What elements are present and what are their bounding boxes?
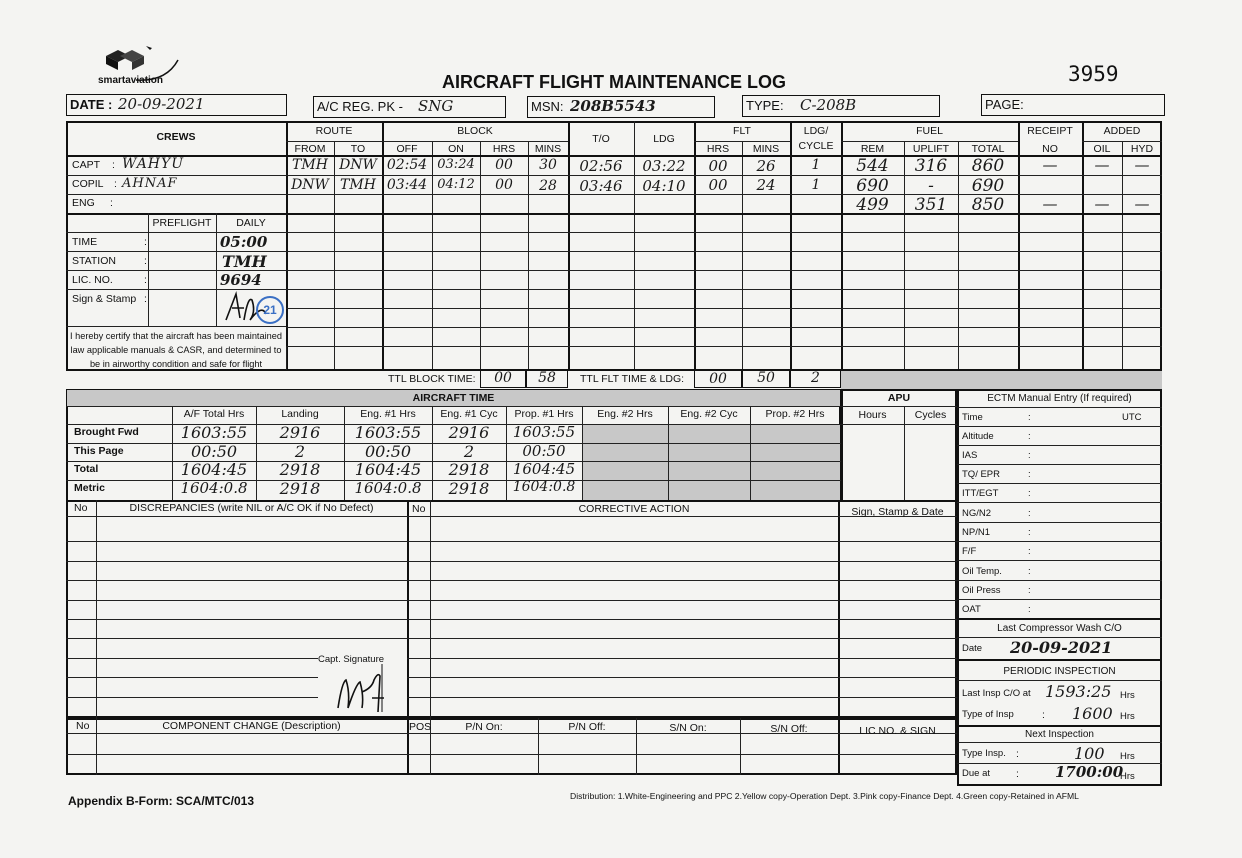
corr-no: No xyxy=(412,503,426,515)
flight-3-total: 850 xyxy=(971,195,1005,215)
type-insp-sep: : xyxy=(1042,709,1045,721)
flight-1-flt-mins: 26 xyxy=(756,157,776,175)
eng-name: : xyxy=(110,197,113,209)
flight-2-ldg: 04:10 xyxy=(642,177,686,195)
divider xyxy=(286,232,1162,233)
divider xyxy=(957,541,1162,542)
col-fuel: FUEL xyxy=(916,125,943,137)
ectm-label: NG/N2 xyxy=(962,508,992,519)
divider xyxy=(66,697,318,698)
at-col-eng1-hrs: Eng. #1 Hrs xyxy=(360,408,416,420)
col-hyd: HYD xyxy=(1130,143,1154,155)
daily-label: DAILY xyxy=(236,217,266,229)
flight-1-to: DNW xyxy=(339,157,377,173)
reg-label: A/C REG. PK - xyxy=(317,99,403,114)
divider xyxy=(66,600,957,601)
divider xyxy=(957,522,1162,523)
col-receipt-no: NO xyxy=(1042,143,1058,155)
flight-2-to: TMH xyxy=(340,177,376,193)
eng-label: ENG xyxy=(72,197,95,209)
flight-3-hyd: — xyxy=(1134,195,1150,213)
ectm-sep: : xyxy=(1028,488,1031,499)
shade xyxy=(582,424,840,501)
flight-1-flt-hrs: 00 xyxy=(708,157,728,175)
ectm-row xyxy=(962,604,1031,615)
divider xyxy=(1082,141,1162,142)
lic-label: LIC. NO. xyxy=(72,274,113,286)
divider xyxy=(66,677,318,678)
compressor-title: Last Compressor Wash C/O xyxy=(997,623,1122,634)
last-insp-label: Last Insp C/O at xyxy=(962,688,1031,699)
divider xyxy=(957,742,1162,743)
at-cell: 00:50 xyxy=(522,442,566,460)
apu-hours: Hours xyxy=(858,409,887,421)
ectm-label: Oil Temp. xyxy=(962,566,1002,577)
at-col-eng2-cyc: Eng. #2 Cyc xyxy=(680,408,738,420)
flight-2-mins: 28 xyxy=(539,178,557,194)
col-flt: FLT xyxy=(733,125,751,137)
divider xyxy=(407,500,409,718)
divider xyxy=(407,677,957,678)
capt-signature-label: Capt. Signature xyxy=(318,654,385,665)
comp-sn-on: S/N On: xyxy=(669,722,707,734)
station-sep: : xyxy=(144,255,147,267)
flight-1-receipt: — xyxy=(1042,156,1058,174)
col-ldg-cycle: LDG/ CYCLE xyxy=(798,125,834,152)
divider xyxy=(957,426,1162,427)
page-label: PAGE: xyxy=(985,97,1024,112)
divider xyxy=(957,502,1162,503)
preflight-label: PREFLIGHT xyxy=(152,217,212,229)
col-oil: OIL xyxy=(1093,143,1111,155)
next-type-unit: Hrs xyxy=(1120,751,1135,762)
ectm-sep: : xyxy=(1028,431,1031,442)
flight-2-on: 04:12 xyxy=(437,177,475,192)
at-cell: 1603:55 xyxy=(354,423,422,442)
type-label: TYPE: xyxy=(746,98,784,113)
at-cell: 2 xyxy=(463,442,475,461)
flight-2-flt-mins: 24 xyxy=(756,176,776,194)
discrepancy-table xyxy=(66,500,957,718)
at-cell: 1604:45 xyxy=(512,460,576,478)
due-unit: Hrs xyxy=(1120,771,1135,782)
ectm-sep: : xyxy=(1028,566,1031,577)
apu-title: APU xyxy=(887,392,911,404)
ectm-label: F/F xyxy=(962,546,977,557)
divider xyxy=(66,638,957,639)
flight-3-oil: — xyxy=(1094,195,1110,213)
sign-stamp-date: Sign, Stamp & Date xyxy=(851,506,944,518)
flight-1-cycle: 1 xyxy=(811,157,821,173)
at-col-af: A/F Total Hrs xyxy=(183,408,245,420)
col-rem: REM xyxy=(860,143,885,155)
col-mins: MINS xyxy=(534,143,562,155)
ectm-sep: : xyxy=(1028,604,1031,615)
flight-1-hyd: — xyxy=(1134,156,1150,174)
ectm-label: TQ/ EPR xyxy=(962,469,1001,480)
divider xyxy=(957,445,1162,446)
divider xyxy=(286,308,1162,309)
col-total: TOTAL xyxy=(971,143,1005,155)
aircraft-time-title: AIRCRAFT TIME xyxy=(412,392,495,404)
certify-text: I hereby certify that the aircraft has been maintained law applicable manuals & CASR, and determined to be in airworthy condition and safe for flight xyxy=(70,331,282,369)
divider xyxy=(582,406,583,502)
ectm-unit: UTC xyxy=(1122,412,1142,423)
at-cell: 1604:0.8 xyxy=(512,479,576,495)
copil-sep: : xyxy=(114,178,117,190)
divider xyxy=(957,725,1162,727)
divider xyxy=(668,406,669,502)
col-hrs: HRS xyxy=(492,143,516,155)
msn-value: 208B5543 xyxy=(570,97,656,115)
divider xyxy=(957,464,1162,465)
ectm-row xyxy=(962,546,1031,557)
divider xyxy=(286,289,1162,290)
ectm-title: ECTM Manual Entry (If required) xyxy=(987,393,1132,404)
ectm-row xyxy=(962,450,1031,461)
col-to: TO xyxy=(350,143,366,155)
at-cell: 1603:55 xyxy=(512,423,576,441)
divider xyxy=(841,406,957,407)
divider xyxy=(407,658,957,659)
ttl-block-hrs: 00 xyxy=(494,370,512,386)
ttl-flt-mins: 50 xyxy=(757,370,775,386)
divider xyxy=(430,500,431,718)
capt-label: CAPT xyxy=(72,159,101,171)
divider xyxy=(694,141,790,142)
ectm-sep: : xyxy=(1028,546,1031,557)
col-flt-mins: MINS xyxy=(752,143,780,155)
ectm-row xyxy=(962,412,1142,423)
ectm-label: NP/N1 xyxy=(962,527,990,538)
divider xyxy=(957,659,1162,661)
divider xyxy=(66,561,957,562)
ectm-sep: : xyxy=(1028,450,1031,461)
form-number: Appendix B-Form: SCA/MTC/013 xyxy=(68,794,255,808)
at-cell: 1604:0.8 xyxy=(180,479,248,497)
at-cell: 2918 xyxy=(279,479,321,498)
flight-3-rem: 499 xyxy=(856,195,889,215)
flight-1-from: TMH xyxy=(292,157,328,173)
time-label: TIME xyxy=(72,236,98,248)
due-value: 1700:00 xyxy=(1055,763,1124,781)
at-cell: 2916 xyxy=(279,423,321,442)
type-value: C-208B xyxy=(800,96,857,114)
apu-cycles: Cycles xyxy=(914,409,947,421)
ectm-label: IAS xyxy=(962,450,978,461)
distribution-note: Distribution: 1.White-Engineering and PPC 2.Yellow copy-Operation Dept. 3.Pink copy-Finance Dept. 4.Green copy-Retained in AFML xyxy=(570,791,1079,801)
flight-2-total: 690 xyxy=(971,176,1005,196)
flight-1-hrs: 00 xyxy=(495,157,513,173)
flight-1-uplift: 316 xyxy=(914,156,948,176)
last-insp-unit: Hrs xyxy=(1120,690,1135,701)
at-cell: 2916 xyxy=(448,423,490,442)
divider xyxy=(841,141,1018,142)
flight-1-oil: — xyxy=(1094,156,1110,174)
ectm-row xyxy=(962,527,1031,538)
at-cell: 2918 xyxy=(448,479,490,498)
col-route: ROUTE xyxy=(315,125,353,137)
serial-number: 3959 xyxy=(1068,62,1119,86)
flight-2-flt-hrs: 00 xyxy=(708,176,728,194)
msn-label: MSN: xyxy=(531,99,564,114)
divider xyxy=(838,500,840,718)
type-insp-value: 1600 xyxy=(1072,704,1113,723)
at-cell: 00:50 xyxy=(364,442,412,461)
ectm-label: OAT xyxy=(962,604,981,615)
capt-signature xyxy=(332,662,388,723)
col-from: FROM xyxy=(294,143,326,155)
time-sep: : xyxy=(144,236,147,248)
at-row-label: Metric xyxy=(74,482,105,494)
sign-label: Sign & Stamp xyxy=(72,293,137,305)
divider xyxy=(66,619,957,620)
divider xyxy=(957,580,1162,581)
flight-1-total: 860 xyxy=(971,156,1005,176)
at-col-landing: Landing xyxy=(281,408,319,420)
divider xyxy=(841,424,957,425)
comp-pn-off: P/N Off: xyxy=(568,721,606,733)
capt-name: WAHYU xyxy=(122,156,185,172)
type-insp-label: Type of Insp xyxy=(962,709,1014,720)
col-crews: CREWS xyxy=(156,131,196,143)
flight-2-uplift: - xyxy=(928,176,934,196)
ttl-flt-hrs: 00 xyxy=(709,371,727,387)
divider xyxy=(96,500,97,718)
periodic-title: PERIODIC INSPECTION xyxy=(1003,666,1116,677)
col-flt-hrs: HRS xyxy=(706,143,730,155)
type-insp-unit: Hrs xyxy=(1120,711,1135,722)
flight-2-cycle: 1 xyxy=(811,177,821,193)
time-value: 05:00 xyxy=(220,233,268,251)
flight-1-rem: 544 xyxy=(856,156,889,176)
col-block: BLOCK xyxy=(457,125,493,137)
at-row-label: Total xyxy=(74,463,99,475)
at-col-eng2-hrs: Eng. #2 Hrs xyxy=(597,408,653,420)
flight-1-on: 03:24 xyxy=(437,157,475,172)
due-sep: : xyxy=(1016,768,1019,780)
compressor-date-value: 20-09-2021 xyxy=(1010,638,1113,657)
comp-pn-on: P/N On: xyxy=(465,721,503,733)
next-type-sep: : xyxy=(1016,748,1019,760)
col-uplift: UPLIFT xyxy=(912,143,950,155)
comp-desc: COMPONENT CHANGE (Description) xyxy=(162,720,341,732)
ttl-flt-label: TTL FLT TIME & LDG: xyxy=(580,373,685,385)
divider xyxy=(66,658,318,659)
copil-name: AHNAF xyxy=(122,176,178,191)
disc-no: No xyxy=(74,502,88,514)
divider xyxy=(286,251,1162,252)
flight-3-uplift: 351 xyxy=(914,195,948,215)
divider xyxy=(407,697,957,698)
capt-sep: : xyxy=(112,159,115,171)
copil-label: COPIL xyxy=(72,178,104,190)
station-label: STATION xyxy=(72,255,116,267)
lic-value: 9694 xyxy=(220,271,262,289)
at-cell: 2918 xyxy=(448,460,490,479)
at-cell: 1604:0.8 xyxy=(354,479,422,497)
lic-sep: : xyxy=(144,274,147,286)
divider xyxy=(66,580,957,581)
divider xyxy=(286,327,1162,328)
flight-1-mins: 30 xyxy=(539,157,557,173)
next-type-label: Type Insp. xyxy=(962,748,1006,759)
inspector-stamp xyxy=(256,296,284,324)
flight-2-off: 03:44 xyxy=(386,177,428,193)
ectm-sep: : xyxy=(1028,412,1031,423)
at-col-prop1-hrs: Prop. #1 Hrs xyxy=(514,408,574,420)
next-insp-title: Next Inspection xyxy=(1025,729,1094,740)
ttl-block-mins: 58 xyxy=(538,370,556,386)
ectm-sep: : xyxy=(1028,527,1031,538)
at-row-label: This Page xyxy=(74,445,124,457)
comp-pos: POS xyxy=(409,721,432,733)
divider xyxy=(66,754,957,755)
divider xyxy=(66,406,841,407)
divider xyxy=(286,346,1162,347)
next-type-value: 100 xyxy=(1074,744,1105,763)
ectm-row xyxy=(962,488,1031,499)
at-row-label: Brought Fwd xyxy=(74,426,139,438)
ectm-row xyxy=(962,508,1031,519)
comp-sn-off: S/N Off: xyxy=(770,723,808,735)
at-col-eng1-cyc: Eng. #1 Cyc xyxy=(440,408,498,420)
ectm-label: Time xyxy=(962,412,983,423)
shade xyxy=(841,371,1162,390)
reg-value: SNG xyxy=(418,97,454,115)
due-label: Due at xyxy=(962,768,990,779)
divider xyxy=(957,483,1162,484)
at-cell: 00:50 xyxy=(190,442,238,461)
divider xyxy=(957,599,1162,600)
page-title: AIRCRAFT FLIGHT MAINTENANCE LOG xyxy=(442,72,786,92)
divider xyxy=(957,680,1162,681)
at-cell: 2918 xyxy=(279,460,321,479)
col-receipt: RECEIPT xyxy=(1027,125,1073,137)
divider xyxy=(957,618,1162,620)
divider xyxy=(286,346,287,370)
col-on: ON xyxy=(448,143,464,155)
ectm-sep: : xyxy=(1028,508,1031,519)
at-cell: 1603:55 xyxy=(180,423,248,442)
ectm-label: Oil Press xyxy=(962,585,1001,596)
divider xyxy=(66,541,957,542)
last-insp-value: 1593:25 xyxy=(1045,682,1112,701)
ectm-label: ITT/EGT xyxy=(962,488,999,499)
comp-no: No xyxy=(76,720,90,732)
ectm-sep: : xyxy=(1028,469,1031,480)
station-value: TMH xyxy=(222,252,267,271)
comp-lic-sign: LIC NO. & SIGN xyxy=(859,725,936,737)
col-off: OFF xyxy=(396,143,418,155)
divider xyxy=(957,560,1162,561)
flight-1-off: 02:54 xyxy=(386,157,428,173)
compressor-date-label: Date xyxy=(962,643,983,654)
divider xyxy=(286,270,1162,271)
logo-text: smartaviation xyxy=(98,75,164,86)
ectm-label: Altitude xyxy=(962,431,994,442)
divider xyxy=(750,406,751,502)
flight-1-takeoff: 02:56 xyxy=(579,157,623,175)
at-col-prop2-hrs: Prop. #2 Hrs xyxy=(765,408,825,420)
divider xyxy=(66,516,957,517)
at-cell: 1604:45 xyxy=(354,460,422,479)
col-takeoff: T/O xyxy=(592,133,610,145)
ectm-sep: : xyxy=(1028,585,1031,596)
divider xyxy=(957,407,1162,408)
flight-2-from: DNW xyxy=(291,177,329,193)
ectm-row xyxy=(962,585,1031,596)
divider xyxy=(286,141,568,142)
date-label: DATE : xyxy=(70,97,113,112)
ttl-ldg: 2 xyxy=(811,370,820,386)
ectm-row xyxy=(962,431,1031,442)
stamp-number: 21 xyxy=(263,303,277,317)
sign-sep: : xyxy=(144,293,147,305)
corrective-action: CORRECTIVE ACTION xyxy=(578,503,690,515)
ttl-block-label: TTL BLOCK TIME: xyxy=(388,373,476,385)
flight-2-hrs: 00 xyxy=(495,177,513,193)
flight-2-takeoff: 03:46 xyxy=(579,177,623,195)
date-value: 20-09-2021 xyxy=(118,95,205,113)
col-added: ADDED xyxy=(1103,125,1141,137)
at-cell: 1604:45 xyxy=(180,460,248,479)
ectm-row xyxy=(962,566,1031,577)
ectm-row xyxy=(962,469,1031,480)
flight-3-receipt: — xyxy=(1042,195,1058,213)
flight-2-rem: 690 xyxy=(856,176,889,196)
disc-desc: DISCREPANCIES (write NIL or A/C OK if No Defect) xyxy=(129,502,374,514)
at-cell: 2 xyxy=(294,442,306,461)
flight-1-ldg: 03:22 xyxy=(642,157,686,175)
col-ldg: LDG xyxy=(653,133,675,145)
